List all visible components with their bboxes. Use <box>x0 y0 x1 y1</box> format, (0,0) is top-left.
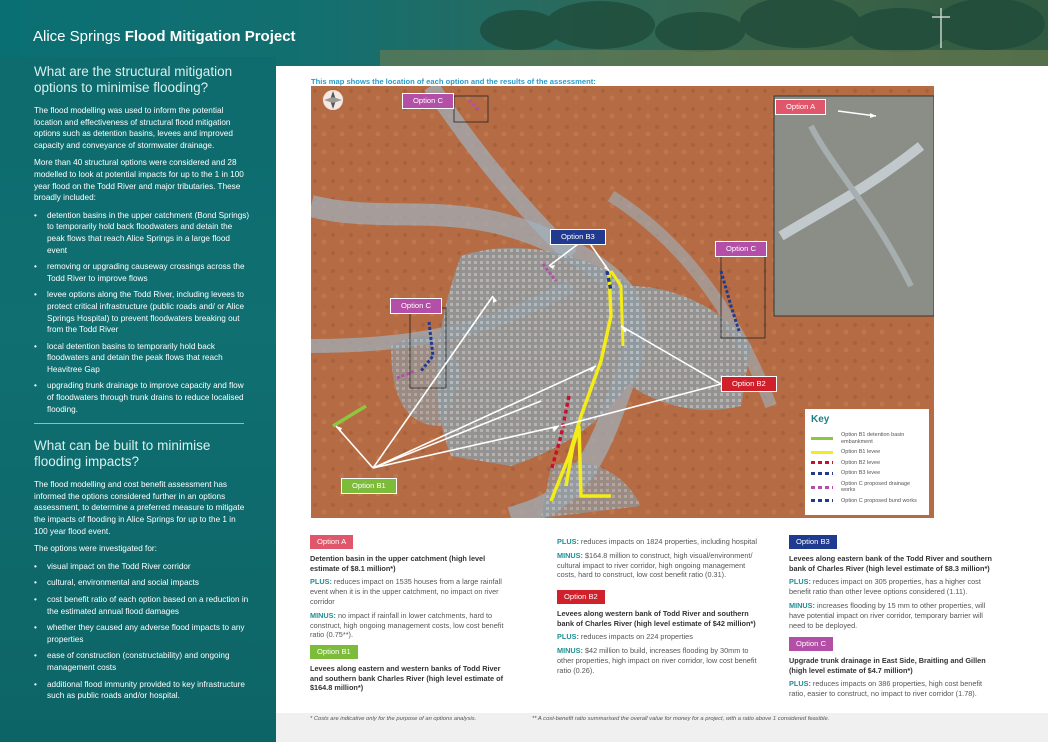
list-item: • cost benefit ratio of each option based on a reduction in the estimated annual flood damages <box>34 594 250 617</box>
list-item: • local detention basins to temporarily hold back floodwaters and detain the peak flows that reach Heavitree Gap <box>34 341 250 376</box>
paragraph: More than 40 structural options were considered and 28 modelled to look at potential impacts for up to the 1 in 100 year flood on the Todd River and major tributaries. These broadly included: <box>34 158 244 203</box>
option-b3-tag: Option B3 <box>789 535 837 549</box>
bullet-list <box>34 210 250 416</box>
paragraph: The flood modelling was used to inform the potential location and effectiveness of structural flood mitigation options such as detention basins, levees and improved capacity and conveyance of stormwater drainage. <box>34 106 233 150</box>
paragraph: The flood modelling and cost benefit assessment has informed the options considered further in an options assessment, to determine a preferred measure to mitigate the impacts of flooding in Alice Springs for up to the 1 in 100 year flood event. <box>34 480 245 536</box>
option-b1-map-label: Option B1 <box>341 478 397 494</box>
option-b1-tag: Option B1 <box>310 645 358 659</box>
option-heading: Upgrade trunk drainage in East Side, Braitling and Gillen (high level estimate of $4.7 million*) <box>789 655 986 675</box>
key-item <box>811 432 923 445</box>
key-title: Key <box>811 414 830 425</box>
section-heading: What can be built to minimise flooding impacts? <box>34 438 211 470</box>
key-label: Option C proposed bund works <box>841 497 917 504</box>
key-swatch <box>811 461 833 464</box>
key-item <box>811 470 923 477</box>
option-b2-block <box>557 590 757 680</box>
list-item: • removing or upgrading causeway crossings across the Todd River to improve flows <box>34 261 250 284</box>
key-label: Option B2 levee <box>841 459 881 466</box>
section-divider <box>34 423 244 424</box>
option-plus: PLUS: reduces impact on 305 properties, has a higher cost benefit ratio than other levee options considered (1.11). <box>789 577 981 597</box>
map-caption: This map shows the location of each option and the results of the assessment: <box>311 77 596 86</box>
bullet-list <box>34 561 250 702</box>
list-item: • whether they caused any adverse flood impacts to any properties <box>34 622 250 645</box>
key-item <box>811 449 923 456</box>
footnote-ratio: ** A cost-benefit ratio summarised the overall value for money for a project, with a ratio above 1 considered feasible. <box>532 716 830 722</box>
option-minus: MINUS: $42 million to build, increases flooding by 30mm to other properties, high impact on river corridor, low cost benefit ratio (0.26). <box>557 646 757 675</box>
key-swatch <box>811 472 833 475</box>
list-item: • visual impact on the Todd River corridor <box>34 561 250 573</box>
option-b1-details <box>557 537 757 584</box>
option-c-map-label: Option C <box>390 298 442 314</box>
option-minus: MINUS: no impact if rainfall in lower catchments, hard to construct, high ongoing management costs, low cost benefit ratio (0.75**). <box>310 610 504 640</box>
option-a-block <box>310 535 505 644</box>
key-label: Option C proposed drainage works <box>841 480 911 493</box>
footnote-costs: * Costs are indicative only for the purpose of an options analysis. <box>310 716 477 722</box>
option-heading: Levees along eastern and western banks of Todd River and southern bank Charles River (high level estimate of $164.8 million*) <box>310 663 504 693</box>
list-item: • detention basins in the upper catchment (Bond Springs) to temporarily hold back floodwaters and detain the peak flows that reach Alice Springs in a large flood event <box>34 210 250 256</box>
option-heading: Levees along eastern bank of the Todd River and southern bank of Charles River (high level estimate of $8.3 million*) <box>789 553 993 573</box>
page-title: Alice Springs Flood Mitigation Project <box>33 28 296 45</box>
option-heading: Detention basin in the upper catchment (high level estimate of $8.1 million*) <box>310 553 486 573</box>
section-heading: What are the structural mitigation options to minimise flooding? <box>34 64 233 95</box>
list-item: • additional flood immunity provided to key infrastructure such as public roads and/or hospital. <box>34 679 250 702</box>
list-item: • cultural, environmental and social impacts <box>34 577 250 589</box>
key-swatch <box>811 437 833 440</box>
option-c-map-label: Option C <box>715 241 767 257</box>
key-swatch <box>811 451 833 454</box>
option-b3-map-label: Option B3 <box>550 229 606 245</box>
option-minus: MINUS: increases flooding by 15 mm to other properties, will have potential impact on river corridor, temporary barrier will need to be deployed. <box>789 600 986 630</box>
key-swatch <box>811 499 833 502</box>
key-label: Option B1 levee <box>841 449 881 455</box>
option-c-tag: Option C <box>789 637 833 651</box>
map-key <box>805 409 929 515</box>
key-label: Option B3 levee <box>841 470 881 476</box>
option-b3-block <box>789 535 999 634</box>
option-b2-tag: Option B2 <box>557 590 605 604</box>
list-item: • ease of construction (constructability) and ongoing management costs <box>34 650 250 673</box>
option-plus: PLUS: reduces impacts on 386 properties, high cost benefit ratio, easier to construct, no impact to river corridor (1.78). <box>789 679 983 699</box>
option-b2-map-label: Option B2 <box>721 376 777 392</box>
option-b1-block <box>310 645 505 697</box>
option-c-map-label: Option C <box>402 93 454 109</box>
key-item <box>811 481 923 494</box>
option-plus: PLUS: reduces impacts on 224 properties <box>557 632 693 642</box>
key-item <box>811 460 923 467</box>
option-heading: Levees along western bank of Todd River and southern bank of Charles River (high level estimate of $42 million*) <box>557 608 756 628</box>
key-swatch <box>811 486 833 489</box>
list-item: • upgrading trunk drainage to improve capacity and flow of floodwaters through trunk drains to reduce localised flooding. <box>34 380 250 415</box>
flood-options-map <box>311 86 934 518</box>
list-item: • levee options along the Todd River, including levees to protect critical infrastructure (public roads and/ or Alice Springs Hospital) to prevent floodwaters breaking out from the Todd River <box>34 289 250 335</box>
option-plus: PLUS: reduces impact on 1535 houses from a large rainfall event when it is in the upper catchment, no impact on river corridor <box>310 577 502 606</box>
option-a-tag: Option A <box>310 535 353 549</box>
option-a-map-label: Option A <box>775 99 826 115</box>
paragraph: The options were investigated for: <box>34 544 157 554</box>
key-item <box>811 498 923 505</box>
option-c-block <box>789 637 999 703</box>
footnotes-bar <box>276 713 1048 742</box>
sidebar-panel <box>0 57 276 742</box>
option-plus: PLUS: reduces impacts on 1824 properties, including hospital <box>557 537 757 546</box>
key-label: Option B1 detention basin embankment <box>841 432 905 445</box>
option-minus: MINUS: $164.8 million to construct, high visual/environment/ cultural impact to river corridor, high ongoing management costs, hard to construct, low cost benefit ratio (0.31). <box>557 550 753 580</box>
